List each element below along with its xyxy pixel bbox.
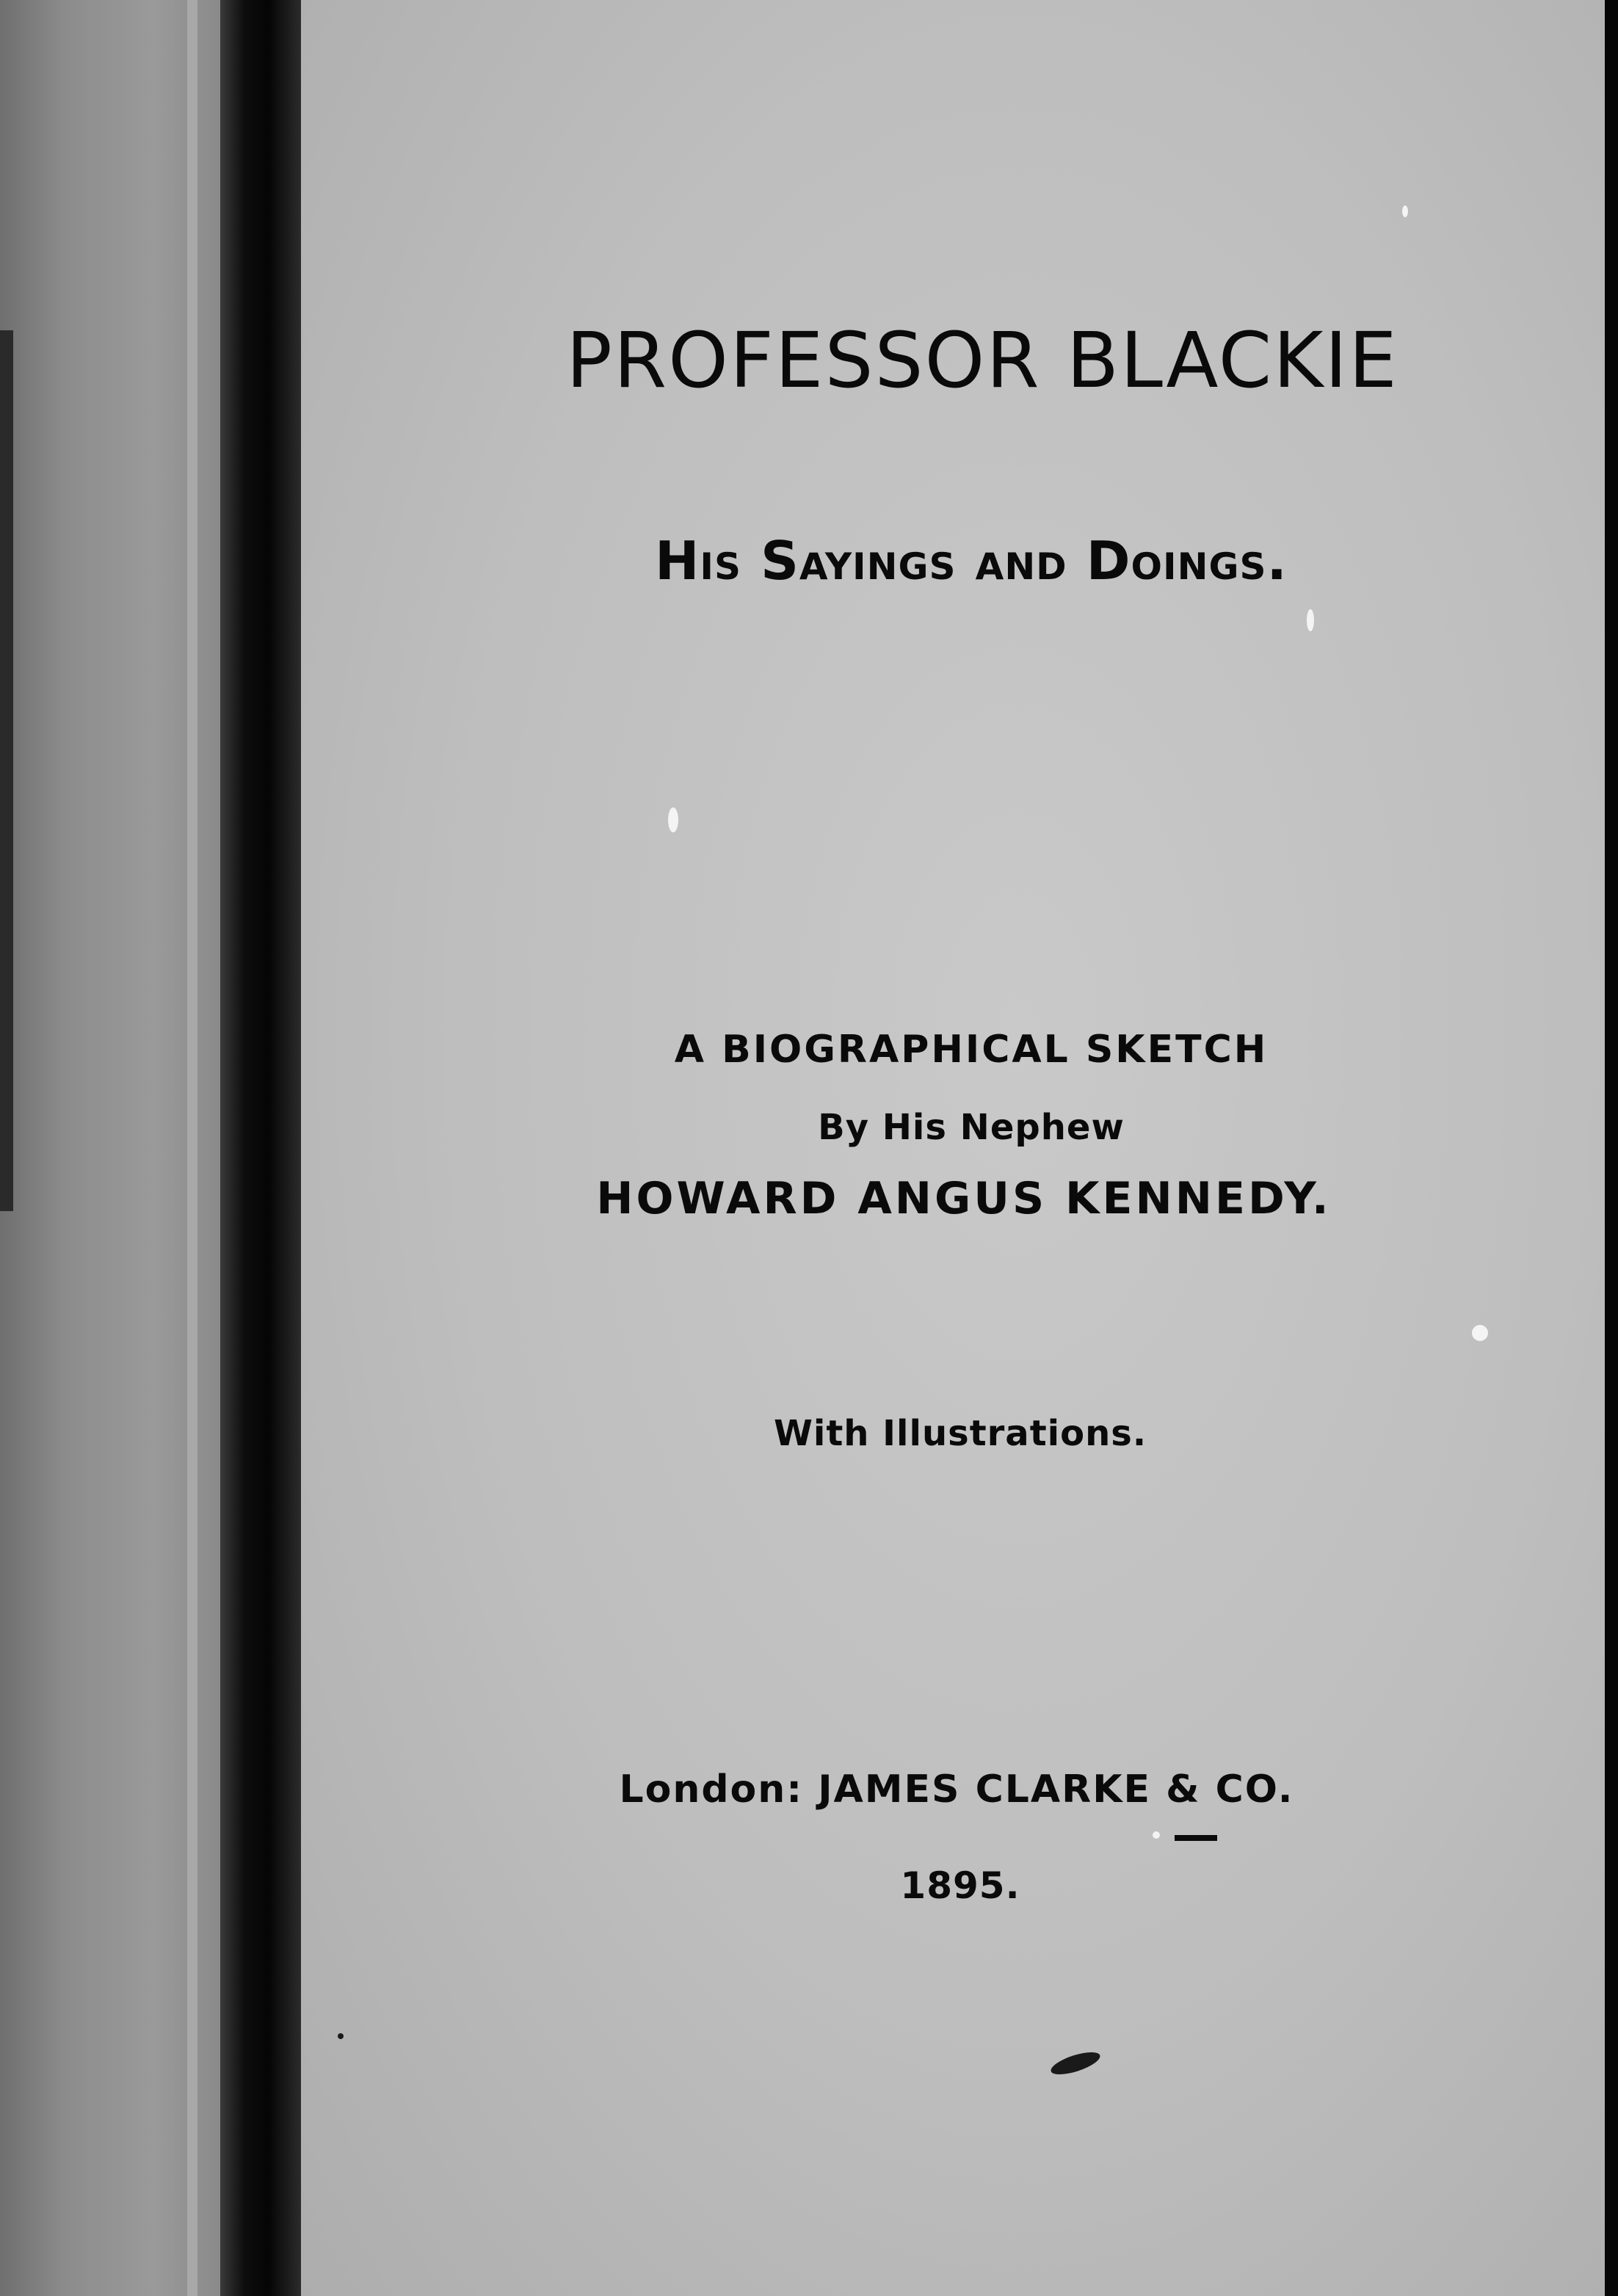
title-page — [301, 0, 1605, 2296]
author-name: HOWARD ANGUS KENNEDY. — [596, 1173, 1332, 1224]
facing-page-edge — [0, 0, 220, 2296]
imprint-rule — [1175, 1835, 1217, 1841]
scan-speck — [1402, 206, 1408, 217]
scan-blot — [1048, 2048, 1102, 2079]
book-description: A BIOGRAPHICAL SKETCH — [674, 1028, 1269, 1072]
scan-speck — [1472, 1325, 1488, 1341]
scan-speck — [1307, 609, 1314, 631]
facing-page-crease — [187, 0, 197, 2296]
book-gutter-shadow — [220, 0, 301, 2296]
scan-right-edge — [1605, 0, 1618, 2296]
facing-page-shadow — [0, 330, 13, 1211]
publisher-imprint: London: JAMES CLARKE & CO. — [619, 1768, 1294, 1812]
illustrations-note: With Illustrations. — [773, 1413, 1147, 1454]
publication-year: 1895. — [900, 1864, 1020, 1907]
scan-speck — [1153, 1831, 1160, 1839]
book-subtitle: His Sayings and Doings. — [655, 530, 1288, 592]
scan-speck — [668, 807, 678, 832]
author-byline: By His Nephew — [818, 1107, 1125, 1148]
scan-blot — [338, 2033, 344, 2039]
book-title: PROFESSOR BLACKIE — [566, 316, 1398, 405]
